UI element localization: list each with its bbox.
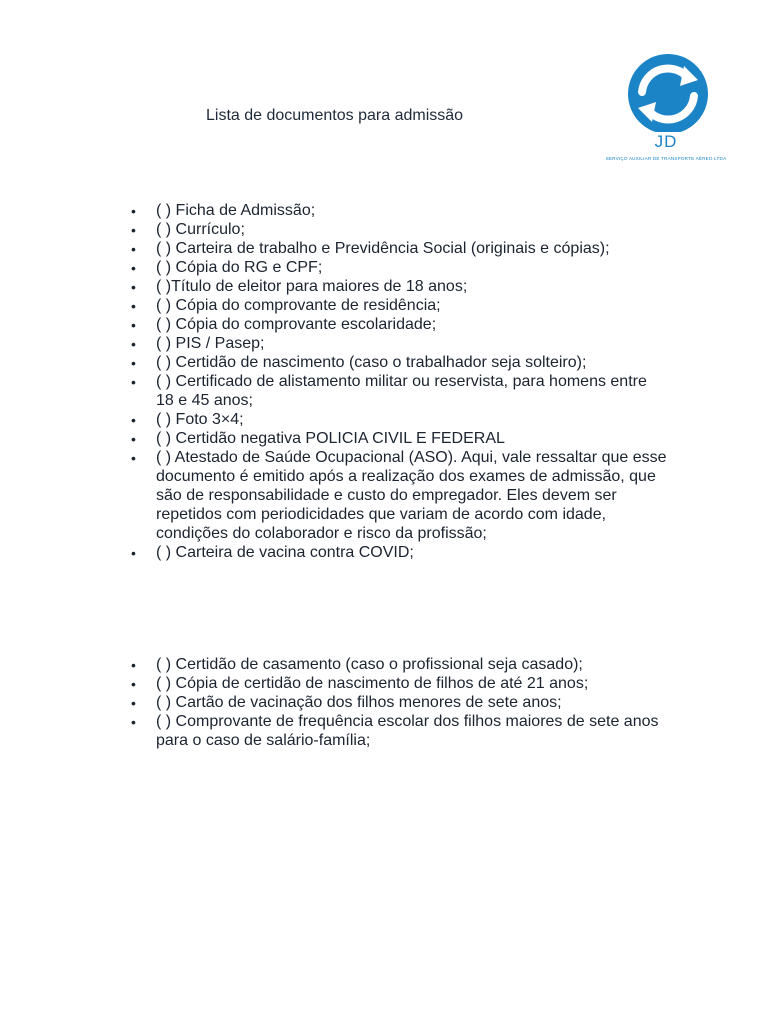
list-item: • ( )Título de eleitor para maiores de 18 anos; <box>128 277 668 296</box>
company-logo <box>594 40 738 168</box>
list-item: • ( ) Certidão negativa POLICIA CIVIL E FEDERAL <box>128 429 668 448</box>
list-item: • ( ) Cópia de certidão de nascimento de filhos de até 21 anos; <box>128 674 668 693</box>
list-item: • ( ) Cópia do RG e CPF; <box>128 258 668 277</box>
list-item: • ( ) Cópia do comprovante de residência; <box>128 296 668 315</box>
list-item: • ( ) Carteira de trabalho e Previdência Social (originais e cópias); <box>128 239 668 258</box>
circular-arrows-logo-icon <box>594 40 738 132</box>
list-item: • ( ) Atestado de Saúde Ocupacional (ASO). Aqui, vale ressaltar que esse documento é emitido após a realização dos exames de admissão, que são de responsabilidade e custo do empregador. Eles devem ser repetidos com periodicidades que variam de acordo com idade, condições do colaborador e risco da profissão; <box>128 448 668 543</box>
family-document-checklist <box>128 655 668 750</box>
logo-subtitle: SERVIÇO AUXILIAR DE TRANSPORTE AÉREO LTDA <box>605 156 727 161</box>
document-checklist <box>128 201 668 562</box>
list-item: • ( ) Cópia do comprovante escolaridade; <box>128 315 668 334</box>
list-item: • ( ) Certificado de alistamento militar ou reservista, para homens entre 18 e 45 anos; <box>128 372 668 410</box>
list-item: • ( ) Foto 3×4; <box>128 410 668 429</box>
list-item: • ( ) Ficha de Admissão; <box>128 201 668 220</box>
list-item: • ( ) Currículo; <box>128 220 668 239</box>
list-item: • ( ) Cartão de vacinação dos filhos menores de sete anos; <box>128 693 668 712</box>
page-title: Lista de documentos para admissão <box>206 107 464 124</box>
list-item: • ( ) Carteira de vacina contra COVID; <box>128 543 668 562</box>
list-item: • ( ) Certidão de casamento (caso o profissional seja casado); <box>128 655 668 674</box>
list-item: • ( ) Certidão de nascimento (caso o trabalhador seja solteiro); <box>128 353 668 372</box>
list-item: • ( ) PIS / Pasep; <box>128 334 668 353</box>
logo-text: JD <box>654 132 678 151</box>
list-item: • ( ) Comprovante de frequência escolar dos filhos maiores de sete anos para o caso de salário-família; <box>128 712 668 750</box>
